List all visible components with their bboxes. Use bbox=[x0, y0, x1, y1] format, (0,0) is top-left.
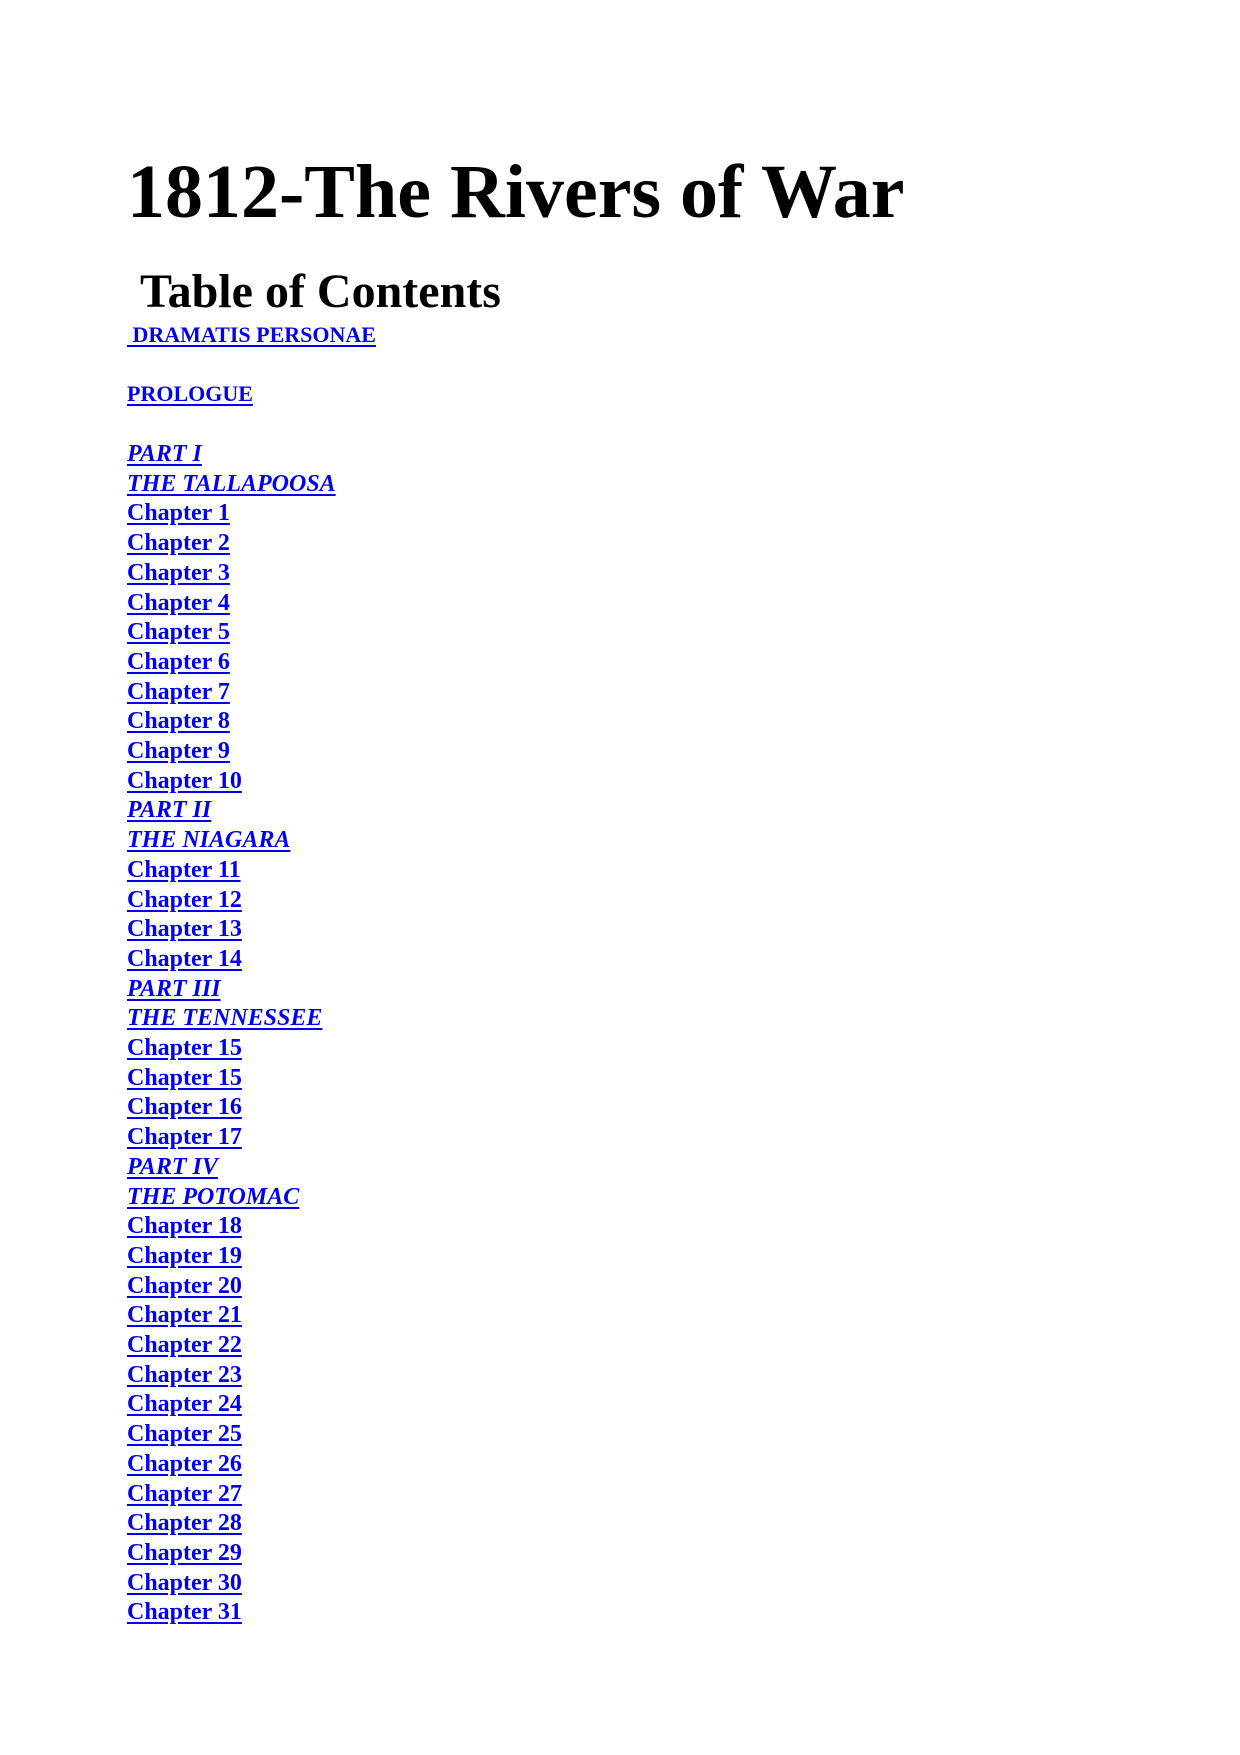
toc-link-the-potomac[interactable]: THE POTOMAC bbox=[127, 1184, 300, 1210]
toc-link-part-iii[interactable]: PART III bbox=[127, 976, 221, 1002]
toc-link-chapter-17[interactable]: Chapter 17 bbox=[127, 1124, 242, 1150]
toc-link-chapter-24[interactable]: Chapter 24 bbox=[127, 1391, 242, 1417]
toc-link-chapter-5[interactable]: Chapter 5 bbox=[127, 619, 230, 645]
toc-link-part-ii[interactable]: PART II bbox=[127, 797, 212, 823]
toc-link-chapter-3[interactable]: Chapter 3 bbox=[127, 560, 230, 586]
toc-link-chapter-10[interactable]: Chapter 10 bbox=[127, 768, 242, 794]
toc-link-chapter-9[interactable]: Chapter 9 bbox=[127, 738, 230, 764]
toc-link-chapter-20[interactable]: Chapter 20 bbox=[127, 1273, 242, 1299]
toc-link-the-tennessee[interactable]: THE TENNESSEE bbox=[127, 1005, 323, 1031]
toc-link-prologue[interactable]: PROLOGUE bbox=[127, 381, 253, 406]
toc-link-chapter-11[interactable]: Chapter 11 bbox=[127, 857, 241, 883]
toc-link-the-tallapoosa[interactable]: THE TALLAPOOSA bbox=[127, 471, 336, 497]
toc-link-chapter-6[interactable]: Chapter 6 bbox=[127, 649, 230, 675]
toc-link-chapter-8[interactable]: Chapter 8 bbox=[127, 708, 230, 734]
toc-link-part-iv[interactable]: PART IV bbox=[127, 1154, 218, 1180]
toc-link-chapter-14[interactable]: Chapter 14 bbox=[127, 946, 242, 972]
toc-link-chapter-15[interactable]: Chapter 15 bbox=[127, 1065, 242, 1091]
toc-link-chapter-16[interactable]: Chapter 16 bbox=[127, 1094, 242, 1120]
toc-link-chapter-7[interactable]: Chapter 7 bbox=[127, 679, 230, 705]
toc-heading: Table of Contents bbox=[140, 265, 501, 318]
toc-link-chapter-1[interactable]: Chapter 1 bbox=[127, 500, 230, 526]
toc-link-chapter-4[interactable]: Chapter 4 bbox=[127, 590, 230, 616]
toc-link-chapter-29[interactable]: Chapter 29 bbox=[127, 1540, 242, 1566]
toc-link-chapter-22[interactable]: Chapter 22 bbox=[127, 1332, 242, 1358]
toc-link-chapter-2[interactable]: Chapter 2 bbox=[127, 530, 230, 556]
toc-link-chapter-31[interactable]: Chapter 31 bbox=[127, 1599, 242, 1625]
toc-link-chapter-19[interactable]: Chapter 19 bbox=[127, 1243, 242, 1269]
toc-link-chapter-28[interactable]: Chapter 28 bbox=[127, 1510, 242, 1536]
toc-link-chapter-27[interactable]: Chapter 27 bbox=[127, 1481, 242, 1507]
toc-link-chapter-26[interactable]: Chapter 26 bbox=[127, 1451, 242, 1477]
toc-link-the-niagara[interactable]: THE NIAGARA bbox=[127, 827, 291, 853]
book-title: 1812-The Rivers of War bbox=[127, 150, 905, 234]
toc-link-dramatis-personae[interactable]: DRAMATIS PERSONAE bbox=[127, 322, 376, 347]
toc-link-chapter-21[interactable]: Chapter 21 bbox=[127, 1302, 242, 1328]
toc-link-chapter-15[interactable]: Chapter 15 bbox=[127, 1035, 242, 1061]
toc-link-chapter-30[interactable]: Chapter 30 bbox=[127, 1570, 242, 1596]
toc-link-chapter-18[interactable]: Chapter 18 bbox=[127, 1213, 242, 1239]
toc-link-part-i[interactable]: PART I bbox=[127, 441, 202, 467]
toc-link-chapter-25[interactable]: Chapter 25 bbox=[127, 1421, 242, 1447]
toc-link-chapter-23[interactable]: Chapter 23 bbox=[127, 1362, 242, 1388]
toc-link-chapter-12[interactable]: Chapter 12 bbox=[127, 887, 242, 913]
toc-link-chapter-13[interactable]: Chapter 13 bbox=[127, 916, 242, 942]
